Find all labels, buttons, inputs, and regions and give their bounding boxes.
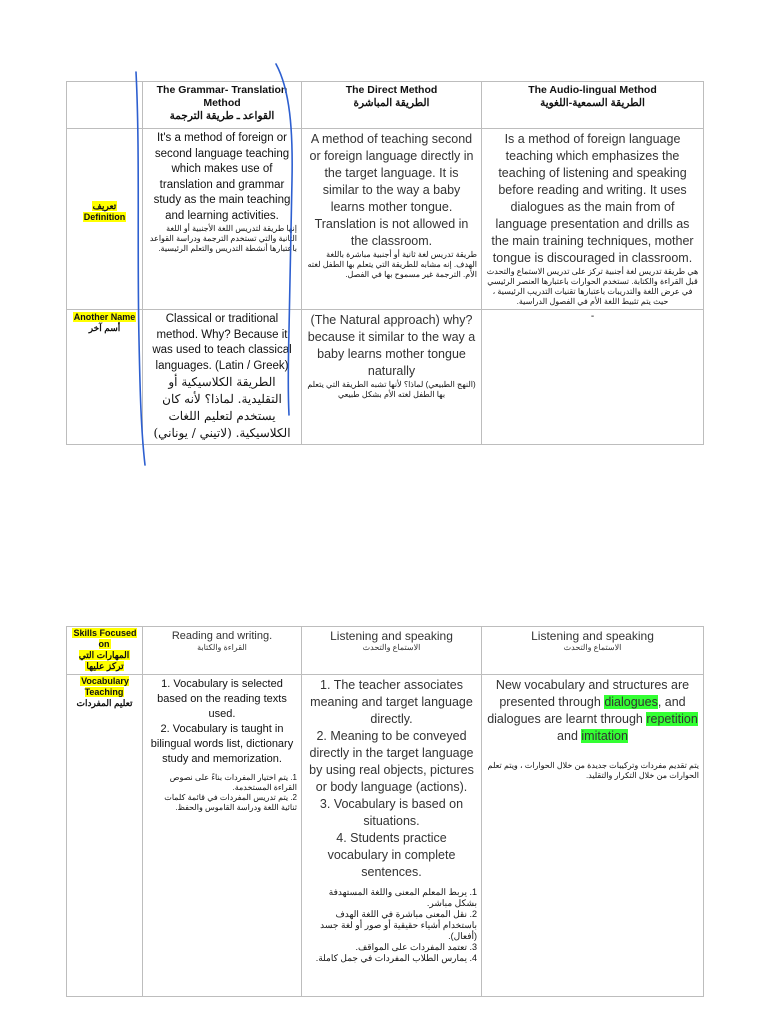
- another-name-dm-ar: (النهج الطبيعي) لماذا؟ لأنها تشبه الطريقة التي يتعلم بها الطفل لغته الأم بشكل طبيعي: [307, 380, 476, 399]
- definition-label-en: Definition: [83, 212, 126, 222]
- corner-cell: [67, 82, 143, 129]
- vocab-al-en: [486, 677, 699, 745]
- skills-al-en: Listening and speaking: [531, 629, 654, 643]
- another-name-gt-cell: [143, 310, 302, 445]
- vocab-al-ar: يتم تقديم مفردات وتركيبات جديدة من خلال الحوارات ، ويتم تعلم الحوارات من خلال التكرار والتقليد.: [487, 761, 699, 780]
- definition-row: [67, 129, 704, 310]
- vocab-label-cell: [67, 675, 143, 997]
- definition-label-ar: تعريف: [92, 201, 117, 211]
- skills-gt-ar: القراءة والكتابة: [197, 643, 247, 652]
- vocab-dm-item-3: 3. Vocabulary is based on situations.: [319, 797, 464, 828]
- definition-dm-ar: طريقة تدريس لغة ثانية أو أجنبية مباشرة باللغة الهدف. إنه مشابه للطريقة التي يتعلم بها الطفل لغته الأم. الترجمة غير مسموح بها في الفصل.: [307, 250, 477, 279]
- header-audio-lingual: [482, 82, 704, 129]
- another-name-label-cell: [67, 310, 143, 445]
- header-direct-method: [302, 82, 482, 129]
- skills-gt-en: Reading and writing.: [171, 630, 273, 642]
- vocab-label-en: Vocabulary Teaching: [81, 676, 129, 697]
- header-al-en: The Audio-lingual Method: [528, 84, 657, 96]
- skills-label-ar: المهارات التي تركز عليها: [78, 650, 130, 671]
- vocab-dm-ar-item-4: 4. يمارس الطلاب المفردات في جمل كاملة.: [315, 953, 477, 963]
- definition-al-cell: [482, 129, 704, 310]
- vocab-dm-cell: [302, 675, 482, 997]
- header-grammar-translation: [143, 82, 302, 129]
- header-al-ar: الطريقة السمعية-اللغوية: [540, 97, 645, 109]
- definition-al-en: Is a method of foreign language teaching which emphasizes the teaching of listening and speaking before reading and writing. It uses dialogues as the main from of language presentation and drills as the main training techniques, mother tongue is discouraged in classroom.: [491, 132, 694, 265]
- another-name-al-cell: [482, 310, 704, 445]
- vocab-label-ar: تعليم المفردات: [76, 698, 133, 708]
- vocab-dm-item-1: 1. The teacher associates meaning and target language directly.: [310, 678, 473, 726]
- header-gt-en: The Grammar- Translation Method: [156, 84, 288, 109]
- another-name-al-text: -: [590, 311, 595, 322]
- another-name-gt-en: Classical or traditional method. Why? Because it was used to teach classical languages. (Latin / Greek): [152, 313, 292, 372]
- header-dm-ar: الطريقة المباشرة: [353, 97, 430, 109]
- definition-al-ar: هي طريقة تدريس لغة أجنبية تركز على تدريس الاستماع والتحدث قبل القراءة والكتابة. تستخدم الحوارات باعتبارها العنصر الرئيسي في عرض اللغة والتدريبات باعتبارها تقنيات التدريب الرئيسية ، حيث يتم تثبيط اللغة الأم في الفصول الدراسية.: [486, 267, 699, 306]
- skills-dm-en: Listening and speaking: [330, 629, 453, 643]
- skills-al-ar: الاستماع والتحدث: [563, 643, 622, 652]
- another-name-gt-ar: الطريقة الكلاسيكية أو التقليدية. لماذا؟ لأنه كان يستخدم لتعليم اللغات الكلاسيكية. (لاتيني / يوناني): [153, 375, 291, 440]
- definition-gt-ar: إنها طريقة لتدريس اللغة الأجنبية أو اللغة الثانية والتي تستخدم الترجمة ودراسة القواعد باعتبارها أنشطة التدريس والتعلم الرئيسية.: [149, 224, 297, 253]
- skills-gt-cell: [143, 627, 302, 675]
- vocab-gt-item-1: 1. Vocabulary is selected based on the reading texts used.: [157, 678, 287, 720]
- vocab-dm-ar-item-2: 2. نقل المعنى مباشرة في اللغة الهدف باستخدام أشياء حقيقية أو صور أو لغة جسد (أفعال).: [320, 909, 477, 941]
- vocab-gt-ar-item-1: 1. يتم اختيار المفردات بناءً على نصوص القراءة المستخدمة.: [169, 773, 297, 792]
- vocab-gt-item-2: 2. Vocabulary is taught in bilingual words list, dictionary study and memorization.: [150, 723, 294, 765]
- definition-dm-en: A method of teaching second or foreign language directly in the target language. It is similar to the way a baby learns mother tongue. Translation is not allowed in the classroom.: [309, 132, 474, 248]
- vocab-al-part-1: New vocabulary and structures are presented through: [495, 678, 690, 709]
- comparison-table-bottom: [66, 626, 704, 997]
- header-gt-ar: القواعد ـ طريقة الترجمة: [169, 110, 275, 122]
- vocab-al-part-3: and: [557, 729, 578, 743]
- skills-label-cell: [67, 627, 143, 675]
- another-name-label-ar: أسم آخر: [88, 323, 121, 333]
- another-name-dm-en: (The Natural approach) why? because it similar to the way a baby learns mother tongue naturally: [307, 313, 476, 378]
- definition-label-cell: [67, 129, 143, 310]
- vocab-dm-ar-item-1: 1. يربط المعلم المعنى واللغة المستهدفة بشكل مباشر.: [328, 887, 477, 908]
- vocab-dm-item-2: 2. Meaning to be conveyed directly in the target language by using real objects, pictures or body language (actions).: [309, 729, 474, 794]
- definition-gt-en: It's a method of foreign or second language teaching which makes use of translation and grammar study as the main teaching and learning activities.: [153, 132, 291, 222]
- vocab-al-part-2: , and dialogues are learnt through: [487, 695, 686, 726]
- skills-row: [67, 627, 704, 675]
- skills-dm-ar: الاستماع والتحدث: [362, 643, 421, 652]
- another-name-dm-cell: [302, 310, 482, 445]
- skills-label-en: Skills Focused on: [73, 628, 137, 649]
- vocab-gt-ar-item-2: 2. يتم تدريس المفردات في قائمة كلمات ثنائية اللغة ودراسة القاموس والحفظ.: [164, 793, 297, 812]
- header-dm-en: The Direct Method: [345, 84, 438, 96]
- vocab-dm-ar-item-3: 3. تعتمد المفردات على المواقف.: [355, 942, 477, 952]
- header-row: [67, 82, 704, 129]
- another-name-row: [67, 310, 704, 445]
- comparison-table-top: [66, 81, 704, 445]
- definition-gt-cell: [143, 129, 302, 310]
- vocab-al-highlight-repetition: repetition: [646, 712, 698, 726]
- vocab-gt-cell: [143, 675, 302, 997]
- definition-dm-cell: [302, 129, 482, 310]
- skills-al-cell: [482, 627, 704, 675]
- vocab-al-highlight-dialogues: dialogues: [604, 695, 658, 709]
- vocab-row: [67, 675, 704, 997]
- skills-dm-cell: [302, 627, 482, 675]
- vocab-dm-item-4: 4. Students practice vocabulary in complete sentences.: [327, 831, 456, 879]
- vocab-al-cell: [482, 675, 704, 997]
- vocab-al-highlight-imitation: imitation: [581, 729, 628, 743]
- another-name-label-en: Another Name: [73, 312, 136, 322]
